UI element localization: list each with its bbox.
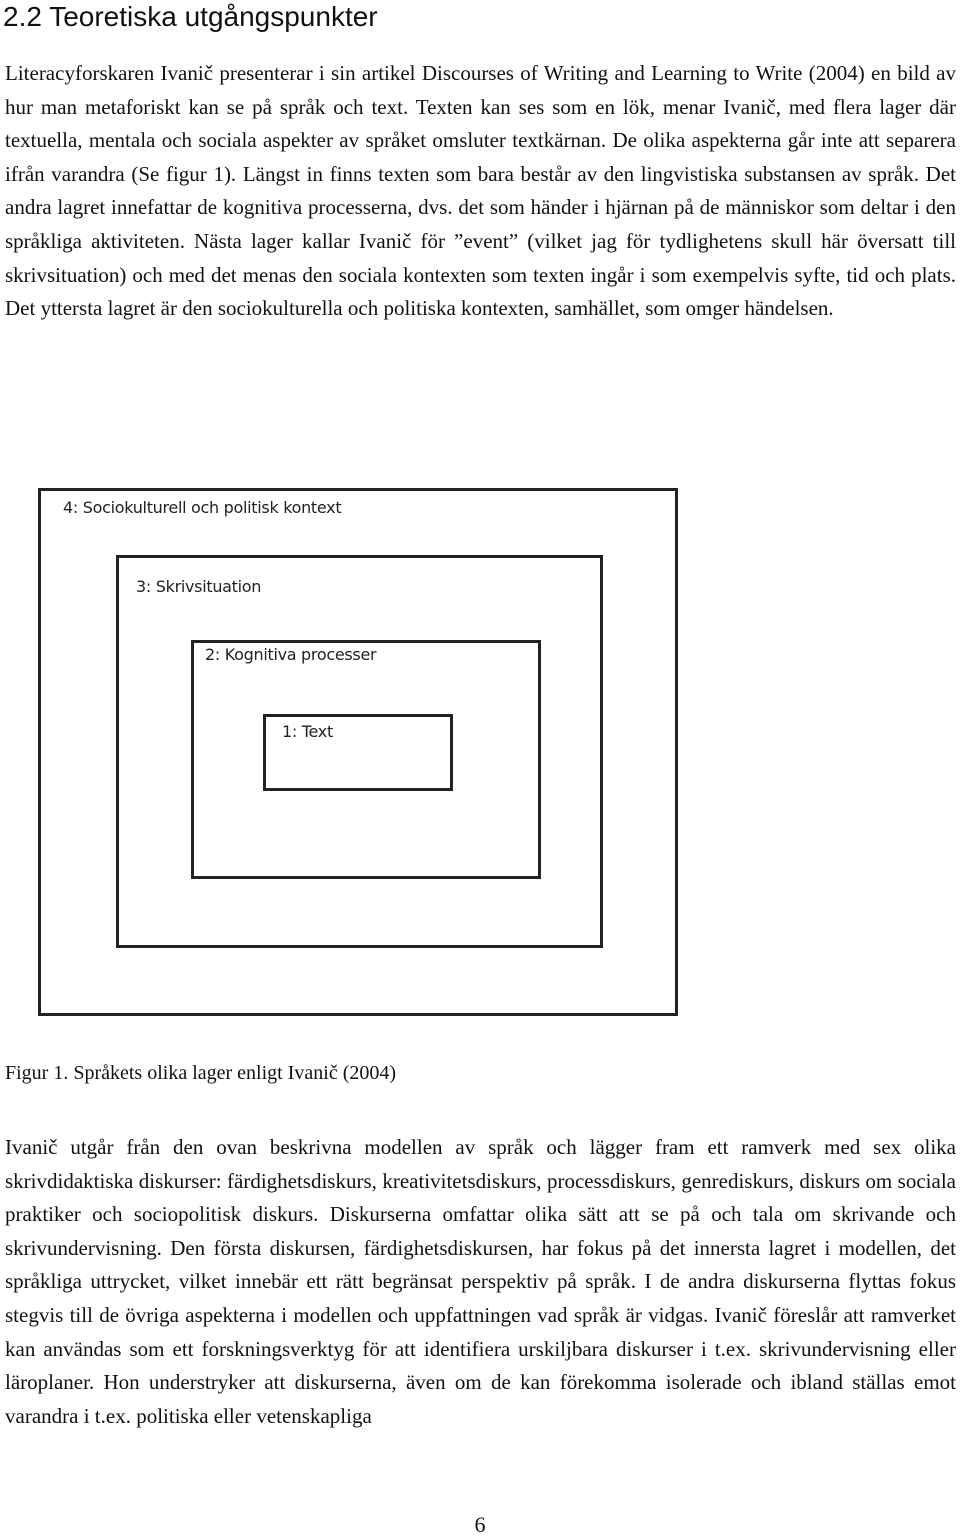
layer-model-figure — [38, 488, 678, 1016]
layer-3-label: 3: Skrivsituation — [136, 577, 262, 596]
page-number: 6 — [474, 1512, 486, 1537]
paragraph-discourses: Ivanič utgår från den ovan beskrivna modellen av språk och lägger fram ett ramverk med sex olika skrivdidaktiska diskurser: färdighetsdiskurs, kreativitetsdiskurs, processdiskurs, genrediskurs, diskurs om sociala praktiker och sociopolitisk diskurs. Diskurserna omfattar olika sätt att se på och tala om skrivande och skrivundervisning. Den första diskursen, färdighetsdiskursen, har fokus på det innersta lagret i modellen, det språkliga uttrycket, vilket innebär ett rätt begränsat perspektiv på språk. I de andra diskurserna flyttas fokus stegvis till de övriga aspekterna i modellen och uppfattningen vad språk är vidgas. Ivanič föreslår att ramverket kan användas som ett forskningsverktyg för att identifiera urskiljbara diskurser i t.ex. skrivundervisning eller läroplaner. Hon understryker att diskurserna, även om de kan förekomma isolerade och ibland ställas emot varandra i t.ex. politiska eller vetenskapliga — [5, 1135, 956, 1428]
paragraph-intro: Literacyforskaren Ivanič presenterar i sin artikel Discourses of Writing and Learning to Write (2004) en bild av hur man metaforiskt kan se på språk och text. Texten kan ses som en lök, menar Ivanič, med flera lager där textuella, mentala och sociala aspekter av språket omsluter textkärnan. De olika aspekterna går inte att separera ifrån varandra (Se figur 1). Längst in finns texten som bara består av den lingvistiska substansen av språk. Det andra lagret innefattar de kognitiva processerna, dvs. det som händer i hjärnan på de människor som deltar i den språkliga aktiviteten. Nästa lager kallar Ivanič för ”event” (vilket jag för tydlighetens skull här översatt till skrivsituation) och med det menas den sociala kontexten som texten ingår i som exempelvis syfte, tid och plats. Det yttersta lagret är den sociokulturella och politiska kontexten, samhället, som omger händelsen. — [5, 61, 956, 321]
layer-2-label: 2: Kognitiva processer — [205, 645, 377, 664]
figure-caption: Figur 1. Språkets olika lager enligt Ivanič (2004) — [5, 1062, 397, 1084]
layer-1-label: 1: Text — [282, 722, 333, 741]
layer-4-label: 4: Sociokulturell och politisk kontext — [63, 498, 342, 517]
section-heading: 2.2 Teoretiska utgångspunkter — [3, 1, 378, 32]
